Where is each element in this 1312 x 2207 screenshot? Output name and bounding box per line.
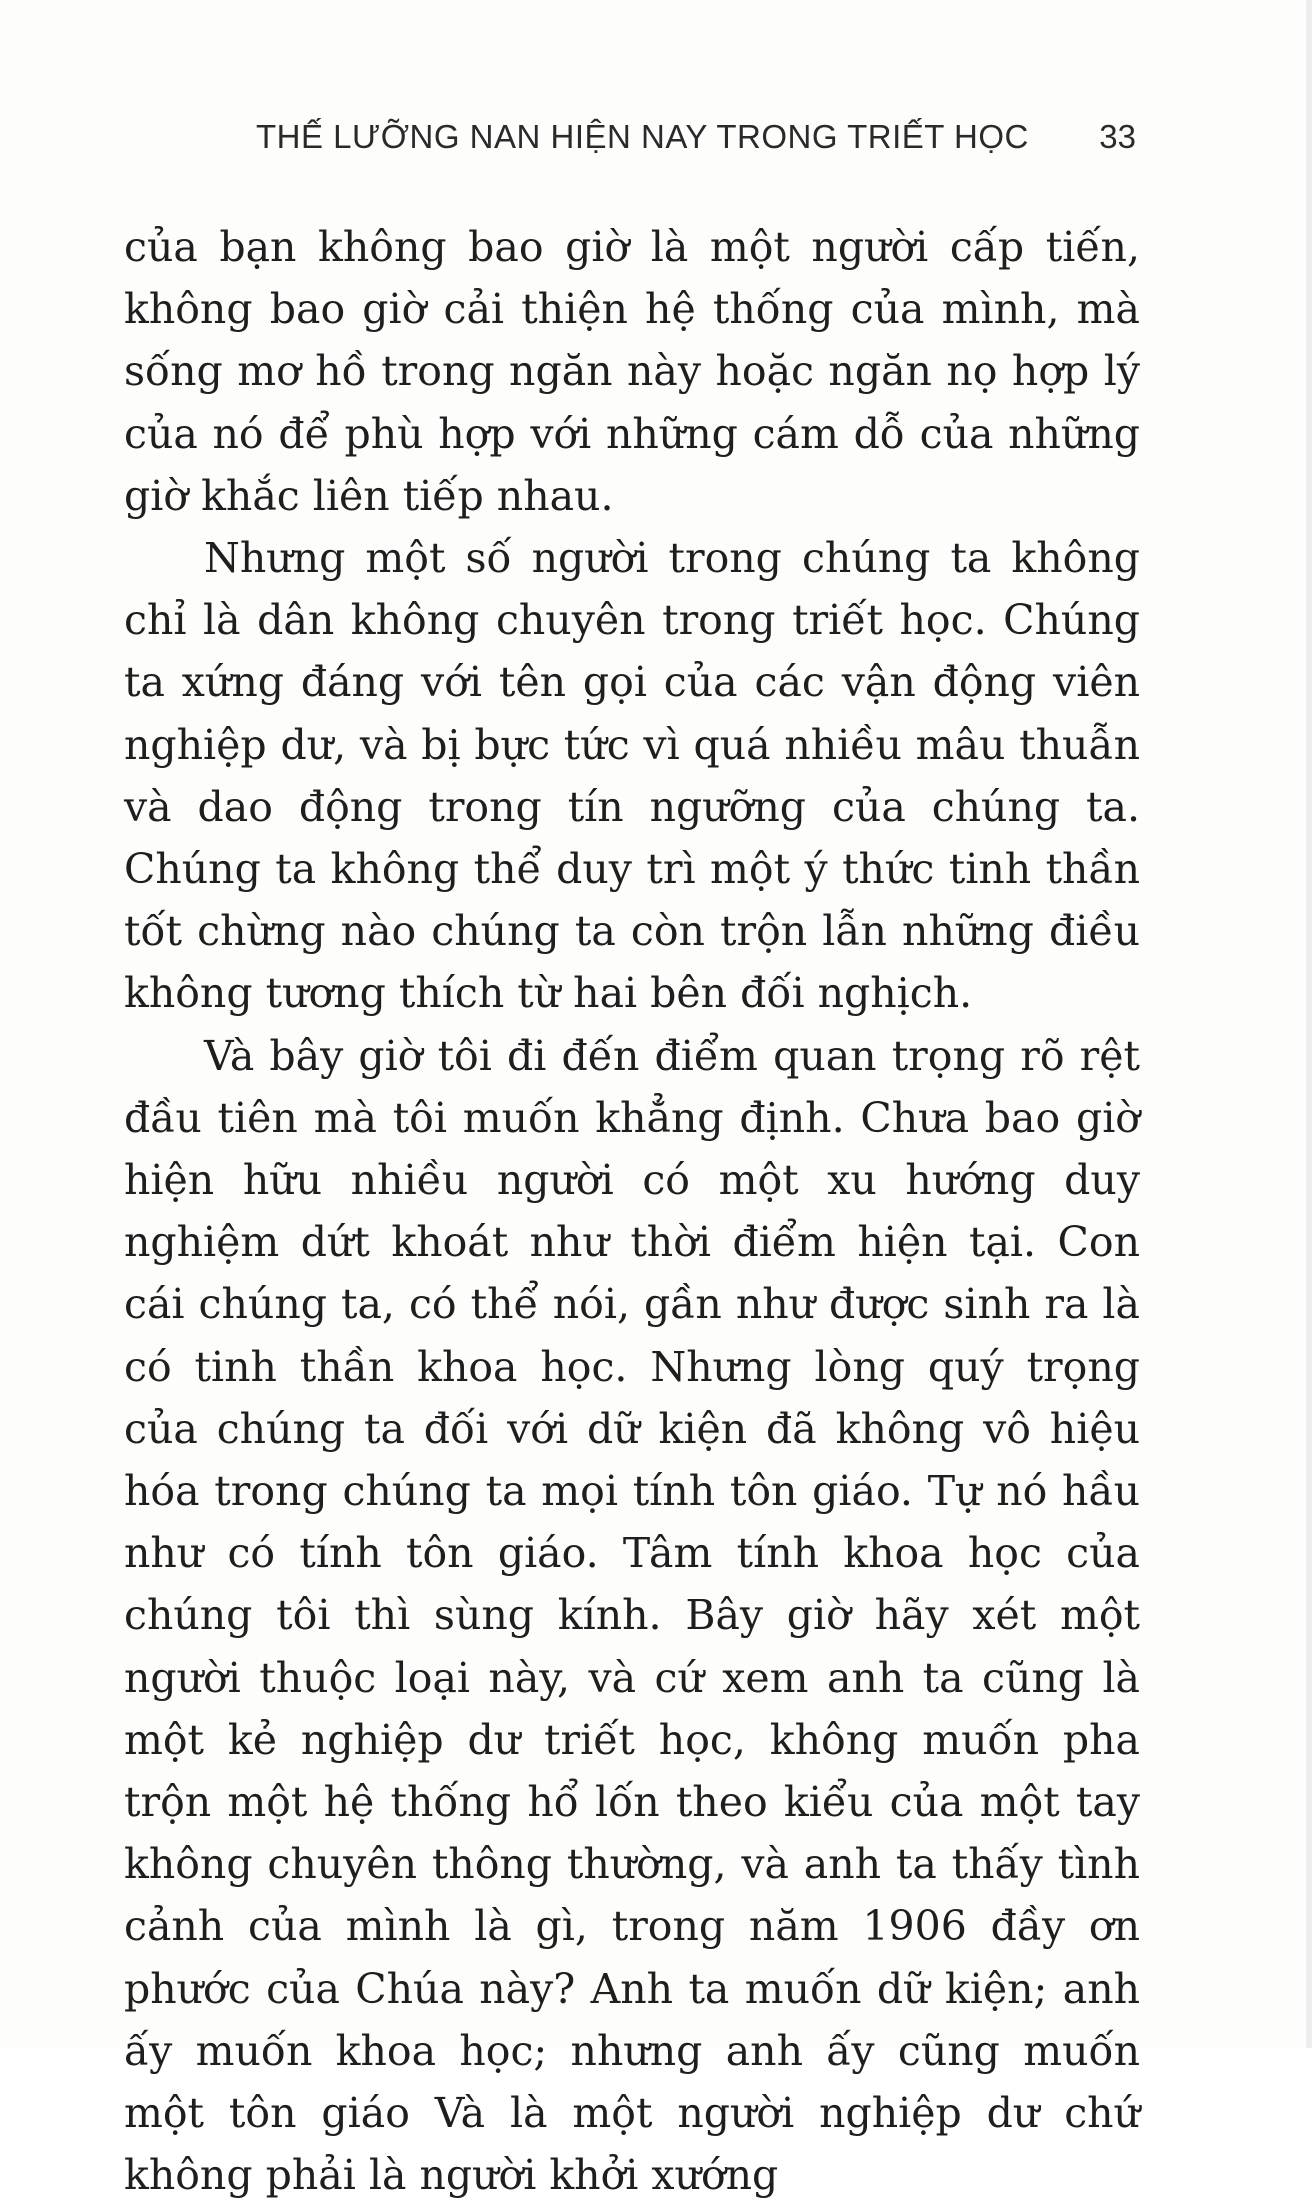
- paragraph: Nhưng một số người trong chúng ta không chỉ là dân không chuyên trong triết học. Chúng ta xứng đáng với tên gọi của các vận động viên nghiệp dư, và bị bực tức vì quá nhiều mâu thuẫn và dao động trong tín ngưỡng của chúng ta. Chúng ta không thể duy trì một ý thức tinh thần tốt chừng nào chúng ta còn trộn lẫn những điều không tương thích từ hai bên đối nghịch.: [124, 534, 1140, 1018]
- paragraph-continued: của bạn không bao giờ là một người cấp tiến, không bao giờ cải thiện hệ thống của mình, mà sống mơ hồ trong ngăn này hoặc ngăn nọ hợp lý của nó để phù hợp với những cám dỗ của những giờ khắc liên tiếp nhau.: [124, 223, 1140, 520]
- page-header: [256, 118, 1136, 168]
- body-text: [124, 216, 1140, 2207]
- page-edge: [1306, 0, 1312, 2048]
- page-number: 33: [1099, 118, 1136, 155]
- paragraph: Và bây giờ tôi đi đến điểm quan trọng rõ rệt đầu tiên mà tôi muốn khẳng định. Chưa bao giờ hiện hữu nhiều người có một xu hướng duy nghiệm dứt khoát như thời điểm hiện tại. Con cái chúng ta, có thể nói, gần như được sinh ra là có tinh thần khoa học. Nhưng lòng quý trọng của chúng ta đối với dữ kiện đã không vô hiệu hóa trong chúng ta mọi tính tôn giáo. Tự nó hầu như có tính tôn giáo. Tâm tính khoa học của chúng tôi thì sùng kính. Bây giờ hãy xét một người thuộc loại này, và cứ xem anh ta cũng là một kẻ nghiệp dư triết học, không muốn pha trộn một hệ thống hổ lốn theo kiểu của một tay không chuyên thông thường, và anh ta thấy tình cảnh của mình là gì, trong năm 1906 đầy ơn phước của Chúa này? Anh ta muốn dữ kiện; anh ấy muốn khoa học; nhưng anh ấy cũng muốn một tôn giáo Và là một người nghiệp dư chứ không phải là người khởi xướng: [124, 1031, 1140, 2200]
- running-title: THẾ LƯỠNG NAN HIỆN NAY TRONG TRIẾT HỌC: [256, 118, 1029, 155]
